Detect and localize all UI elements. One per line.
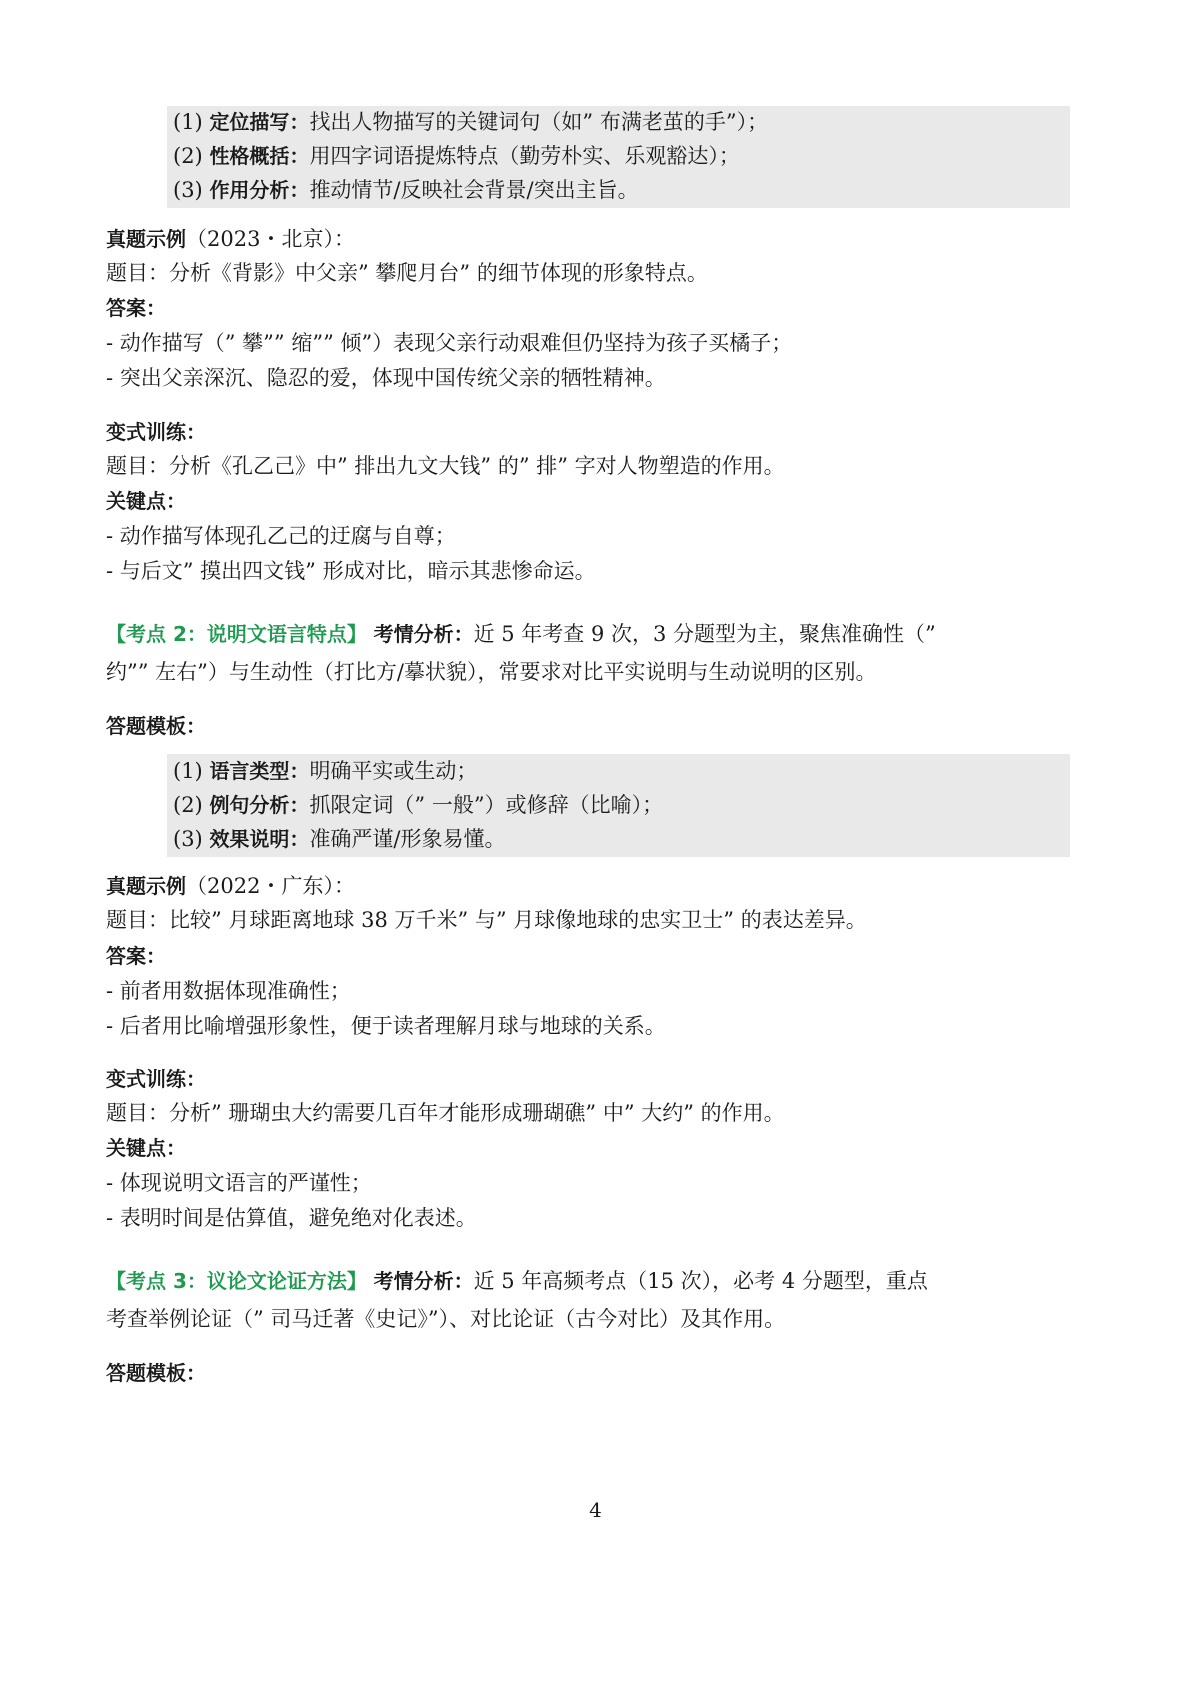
template-box-1 (167, 106, 1070, 208)
example1-heading: 真题示例（2023・北京）： (106, 227, 355, 251)
point2-line-1: 【考点 2：说明文语言特点】 考情分析：近 5 年考查 9 次，3 分题型为主，聚焦准确性（” (106, 622, 936, 646)
box1-row-3: (3) 作用分析：推动情节/反映社会背景/突出主旨。 (173, 178, 639, 202)
example2-answer-label: 答案： (106, 944, 166, 968)
training2-key-label: 关键点： (106, 1136, 186, 1160)
example1-question: 题目：分析《背影》中父亲” 攀爬月台” 的细节体现的形象特点。 (106, 261, 708, 285)
box2-row-2: (2) 例句分析：抓限定词（” 一般”）或修辞（比喻）； (173, 793, 664, 817)
point2-line-2: 约”” 左右”）与生动性（打比方/摹状貌），常要求对比平实说明与生动说明的区别。 (106, 660, 877, 684)
example2-answer-1: - 前者用数据体现准确性； (106, 979, 351, 1003)
point3-line-2: 考查举例论证（” 司马迁著《史记》”）、对比论证（古今对比）及其作用。 (106, 1307, 786, 1331)
training2-heading: 变式训练： (106, 1067, 206, 1091)
page-number: 4 (589, 1498, 602, 1522)
example2-heading: 真题示例（2022・广东）： (106, 874, 355, 898)
template3-label: 答题模板： (106, 1361, 206, 1385)
template2-label: 答题模板： (106, 714, 206, 738)
example2-answer-2: - 后者用比喻增强形象性，便于读者理解月球与地球的关系。 (106, 1014, 666, 1038)
box2-row-1: (1) 语言类型：明确平实或生动； (173, 759, 478, 783)
training1-heading: 变式训练： (106, 420, 206, 444)
training1-question: 题目：分析《孔乙己》中” 排出九文大钱” 的” 排” 字对人物塑造的作用。 (106, 454, 785, 478)
example1-answer-label: 答案： (106, 296, 166, 320)
training1-point-2: - 与后文” 摸出四文钱” 形成对比，暗示其悲惨命运。 (106, 559, 596, 583)
training1-point-1: - 动作描写体现孔乙己的迂腐与自尊； (106, 524, 456, 548)
example2-question: 题目：比较” 月球距离地球 38 万千米” 与” 月球像地球的忠实卫士” 的表达差异。 (106, 908, 867, 932)
training2-point-1: - 体现说明文语言的严谨性； (106, 1171, 372, 1195)
training2-point-2: - 表明时间是估算值，避免绝对化表述。 (106, 1206, 477, 1230)
box1-row-2: (2) 性格概括：用四字词语提炼特点（勤劳朴实、乐观豁达）； (173, 144, 740, 168)
template-box-2 (167, 754, 1070, 857)
example1-answer-2: - 突出父亲深沉、隐忍的爱，体现中国传统父亲的牺牲精神。 (106, 366, 666, 390)
box2-row-3: (3) 效果说明：准确严谨/形象易懂。 (173, 827, 506, 851)
box1-row-1: (1) 定位描写：找出人物描写的关键词句（如” 布满老茧的手”）； (173, 110, 769, 134)
training2-question: 题目：分析” 珊瑚虫大约需要几百年才能形成珊瑚礁” 中” 大约” 的作用。 (106, 1101, 785, 1125)
example1-answer-1: - 动作描写（” 攀”” 缩”” 倾”）表现父亲行动艰难但仍坚持为孩子买橘子； (106, 331, 793, 355)
point3-line-1: 【考点 3：议论文论证方法】 考情分析：近 5 年高频考点（15 次），必考 4 分题型，重点 (106, 1269, 928, 1293)
training1-key-label: 关键点： (106, 489, 186, 513)
